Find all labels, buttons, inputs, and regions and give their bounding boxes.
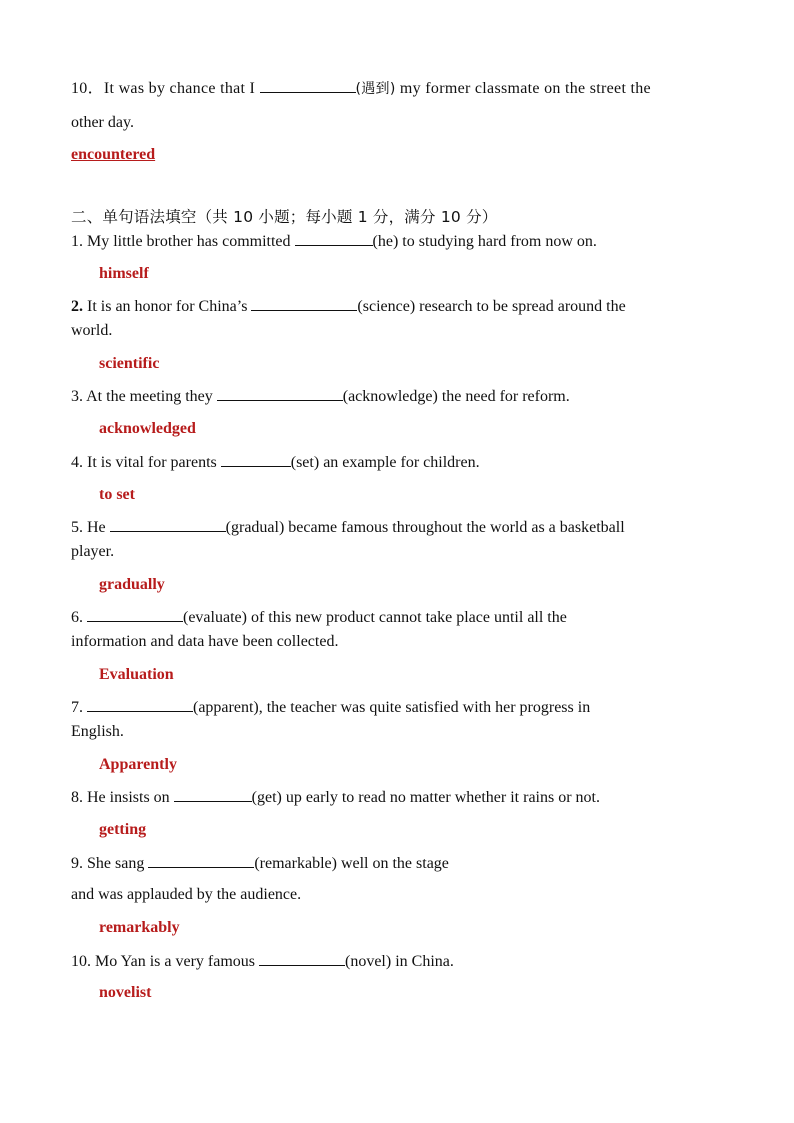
answer-5: gradually <box>99 576 165 593</box>
answer-9: remarkably <box>99 919 180 936</box>
question-7-continuation: English. <box>71 723 124 740</box>
question-10 <box>71 951 454 972</box>
question-6-continuation: information and data have been collected. <box>71 633 339 650</box>
prev-question-continuation: other day. <box>71 114 134 131</box>
answer-blank <box>260 78 356 93</box>
question-text: of this new product cannot take place until all the <box>246 609 567 626</box>
answer-7: Apparently <box>99 756 177 773</box>
question-text: in China. <box>391 953 454 970</box>
answer-4: to set <box>99 486 135 503</box>
word-hint: (set) <box>290 454 320 471</box>
question-7 <box>71 697 590 718</box>
question-text: It was by chance that I <box>103 80 260 97</box>
answer-blank <box>87 607 183 622</box>
question-text: My little brother has committed <box>83 233 295 250</box>
answer-blank <box>87 697 193 712</box>
answer-8: getting <box>99 821 147 838</box>
answer-6: Evaluation <box>99 666 174 683</box>
question-number: 10. <box>71 953 91 970</box>
question-4 <box>71 452 480 473</box>
question-text: the need for reform. <box>437 388 570 405</box>
word-hint: (remarkable) <box>254 855 337 872</box>
question-text: , the teacher was quite satisfied with her progress in <box>258 699 591 716</box>
question-text: up early to read no matter whether it rains or not. <box>281 789 600 806</box>
question-5-continuation: player. <box>71 543 115 560</box>
word-hint: (gradual) <box>225 519 285 536</box>
word-hint: (acknowledge) <box>342 388 438 405</box>
question-1 <box>71 231 597 252</box>
answer-blank <box>221 452 291 467</box>
answer-blank <box>259 951 345 966</box>
question-text: It is vital for parents <box>83 454 221 471</box>
question-text: At the meeting they <box>83 388 217 405</box>
question-number: 3. <box>71 388 83 405</box>
question-text: research to be spread around the <box>415 298 626 315</box>
question-text: He insists on <box>83 789 174 806</box>
section-heading: 二、单句语法填空（共 10 小题；每小题 1 分，满分 10 分） <box>71 208 498 226</box>
word-hint: (he) <box>372 233 399 250</box>
question-text: well on the stage <box>336 855 449 872</box>
question-number: 8. <box>71 789 83 806</box>
question-text: to studying hard from now on. <box>398 233 597 250</box>
question-text: Mo Yan is a very famous <box>91 953 259 970</box>
answer-blank <box>174 787 252 802</box>
prev-answer: encountered <box>71 146 156 163</box>
question-text: He <box>83 519 110 536</box>
answer-blank <box>148 853 254 868</box>
question-9-continuation: and was applauded by the audience. <box>71 886 302 903</box>
answer-3: acknowledged <box>99 420 196 437</box>
question-number: 2. <box>71 298 83 315</box>
question-number: 7. <box>71 699 83 716</box>
question-8 <box>71 787 600 808</box>
word-hint: (遇到) <box>355 81 396 97</box>
word-hint: (evaluate) <box>183 609 247 626</box>
question-text: became famous throughout the world as a basketball <box>284 519 625 536</box>
question-number: 9. <box>71 855 83 872</box>
question-9 <box>71 853 449 874</box>
answer-blank <box>217 386 343 401</box>
answer-blank <box>295 231 373 246</box>
question-number: 1. <box>71 233 83 250</box>
word-hint: (get) <box>251 789 282 806</box>
question-2 <box>71 296 626 317</box>
question-6 <box>71 607 567 628</box>
word-hint: (apparent) <box>193 699 259 716</box>
prev-question-line <box>71 78 651 99</box>
answer-blank <box>251 296 357 311</box>
word-hint: (science) <box>357 298 416 315</box>
question-5 <box>71 517 625 538</box>
question-text: my former classmate on the street the <box>395 80 651 97</box>
question-number: 5. <box>71 519 83 536</box>
question-number: 10． <box>71 80 104 97</box>
question-number: 6. <box>71 609 83 626</box>
answer-10: novelist <box>99 984 152 1001</box>
answer-blank <box>110 517 226 532</box>
word-hint: (novel) <box>345 953 392 970</box>
question-text: an example for children. <box>319 454 480 471</box>
question-3 <box>71 386 570 407</box>
question-text: It is an honor for China’s <box>83 298 252 315</box>
question-2-continuation: world. <box>71 322 113 339</box>
question-text: She sang <box>83 855 149 872</box>
question-number: 4. <box>71 454 83 471</box>
answer-2: scientific <box>99 355 160 372</box>
answer-1: himself <box>99 265 149 282</box>
